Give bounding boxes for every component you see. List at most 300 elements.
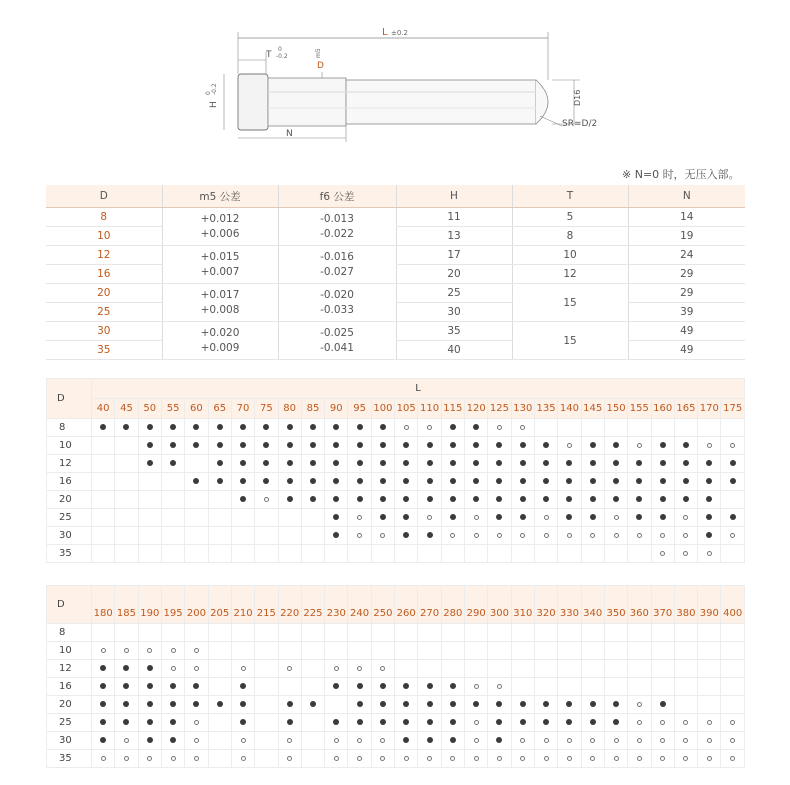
grid-cell [255,660,278,678]
filled-dot-icon [403,701,409,707]
grid-cell [488,696,511,714]
filled-dot-icon [636,514,642,520]
grid-cell [325,714,348,732]
grid-d-cell: 30 [47,732,92,750]
filled-dot-icon [730,514,736,520]
availability-grid-long [46,585,745,768]
open-dot-icon [334,666,339,671]
open-dot-icon [101,648,106,653]
tol-lower: +0.006 [200,227,240,240]
grid-cell [441,437,464,455]
open-dot-icon [614,738,619,743]
filled-dot-icon [660,514,666,520]
open-dot-icon [334,738,339,743]
grid-cell [604,714,627,732]
filled-dot-icon [636,496,642,502]
grid-cell [395,527,418,545]
open-dot-icon [544,738,549,743]
grid-d-cell: 8 [47,624,92,642]
grid-cell [138,624,161,642]
grid-cell [581,714,604,732]
grid-length-cell: 105 [395,399,418,419]
filled-dot-icon [170,701,176,707]
grid-length-cell: 90 [325,399,348,419]
open-dot-icon [544,756,549,761]
svg-text:±0.2: ±0.2 [391,29,408,37]
grid-cell [488,545,511,563]
grid-cell [92,678,115,696]
spec-header-cell: N [628,185,745,208]
spec-h-cell: 30 [396,303,512,322]
grid-cell [395,750,418,768]
grid-cell [325,509,348,527]
grid-cell [115,491,138,509]
grid-cell [651,473,674,491]
grid-cell [651,437,674,455]
grid-cell [604,750,627,768]
grid-cell [371,437,394,455]
filled-dot-icon [123,719,129,725]
spec-f6-cell [278,322,396,360]
grid-cell [278,473,301,491]
filled-dot-icon [566,719,572,725]
open-dot-icon [683,533,688,538]
grid-length-cell: 65 [208,399,231,419]
grid-cell [161,419,184,437]
grid-cell [698,455,721,473]
open-dot-icon [707,756,712,761]
grid-cell [604,660,627,678]
filled-dot-icon [566,514,572,520]
spec-n-cell: 14 [628,208,745,227]
filled-dot-icon [170,719,176,725]
open-dot-icon [380,533,385,538]
open-dot-icon [637,702,642,707]
grid-cell [92,732,115,750]
grid-length-cell: 290 [465,586,488,624]
filled-dot-icon [170,442,176,448]
open-dot-icon [567,738,572,743]
grid-cell [208,624,231,642]
grid-row [47,419,745,437]
grid-cell [674,750,697,768]
filled-dot-icon [380,478,386,484]
grid-cell [721,545,745,563]
grid-cell [325,678,348,696]
grid-cell [441,545,464,563]
grid-cell [255,545,278,563]
grid-cell [674,491,697,509]
grid-cell [534,642,557,660]
spec-f6-cell [278,246,396,284]
grid-length-cell: 80 [278,399,301,419]
grid-cell [674,714,697,732]
grid-cell [651,545,674,563]
grid-cell [511,660,534,678]
grid-cell [488,642,511,660]
grid-cell [698,509,721,527]
grid-cell [371,455,394,473]
filled-dot-icon [333,683,339,689]
filled-dot-icon [636,460,642,466]
grid-cell [418,527,441,545]
grid-cell [721,509,745,527]
grid-cell [721,660,745,678]
grid-cell [231,660,254,678]
grid-cell [161,660,184,678]
filled-dot-icon [170,460,176,466]
filled-dot-icon [496,478,502,484]
filled-dot-icon [590,514,596,520]
filled-dot-icon [566,460,572,466]
filled-dot-icon [706,460,712,466]
grid-cell [371,473,394,491]
open-dot-icon [380,756,385,761]
filled-dot-icon [310,424,316,430]
grid-cell [231,696,254,714]
grid-row [47,545,745,563]
grid-cell [465,509,488,527]
filled-dot-icon [636,478,642,484]
grid-cell [231,419,254,437]
filled-dot-icon [473,496,479,502]
grid-cell [231,624,254,642]
grid-length-cell: 150 [604,399,627,419]
grid-cell [185,642,208,660]
grid-cell [581,419,604,437]
grid-cell [348,509,371,527]
grid-cell [628,545,651,563]
grid-cell [185,473,208,491]
filled-dot-icon [380,514,386,520]
filled-dot-icon [590,719,596,725]
grid-cell [581,509,604,527]
filled-dot-icon [333,460,339,466]
grid-cell [92,750,115,768]
grid-cell [301,642,324,660]
open-dot-icon [497,684,502,689]
grid-cell [138,660,161,678]
filled-dot-icon [217,478,223,484]
grid-cell [348,642,371,660]
grid-cell [604,696,627,714]
open-dot-icon [707,720,712,725]
grid-cell [325,545,348,563]
grid-cell [465,660,488,678]
grid-length-cell: 140 [558,399,581,419]
grid-cell [185,678,208,696]
open-dot-icon [660,738,665,743]
grid-d-cell: 25 [47,714,92,732]
grid-length-cell: 135 [534,399,557,419]
grid-cell [348,455,371,473]
filled-dot-icon [147,737,153,743]
filled-dot-icon [310,496,316,502]
grid-cell [278,660,301,678]
grid-length-cell: 60 [185,399,208,419]
spec-d-cell: 35 [46,341,162,360]
open-dot-icon [474,720,479,725]
grid-cell [441,696,464,714]
grid-length-cell: 50 [138,399,161,419]
grid-length-cell: 55 [161,399,184,419]
grid-cell [301,750,324,768]
grid-cell [558,624,581,642]
grid-cell [115,419,138,437]
grid-cell [698,527,721,545]
filled-dot-icon [240,460,246,466]
grid-length-cell: 210 [231,586,254,624]
svg-text:D: D [317,61,324,71]
filled-dot-icon [263,460,269,466]
grid-length-cell: 115 [441,399,464,419]
grid-length-cell: 250 [371,586,394,624]
grid-length-cell: 130 [511,399,534,419]
grid-cell [418,732,441,750]
grid-cell [348,714,371,732]
grid-cell [325,419,348,437]
tol-lower: +0.009 [200,341,240,354]
grid-cell [395,732,418,750]
grid-cell [511,419,534,437]
grid-cell [465,750,488,768]
grid-d-cell: 25 [47,509,92,527]
filled-dot-icon [730,460,736,466]
grid-cell [651,642,674,660]
open-dot-icon [474,515,479,520]
spec-n-cell: 24 [628,246,745,265]
open-dot-icon [520,533,525,538]
grid-cell [138,419,161,437]
grid-cell [674,455,697,473]
filled-dot-icon [660,701,666,707]
svg-text:SR=D/2: SR=D/2 [562,119,598,129]
grid-cell [231,732,254,750]
grid-cell [208,419,231,437]
grid-cell [371,419,394,437]
open-dot-icon [707,443,712,448]
availability-grid-short [46,378,745,563]
grid-cell [325,473,348,491]
open-dot-icon [474,684,479,689]
grid-length-cell: 370 [651,586,674,624]
grid-cell [348,732,371,750]
filled-dot-icon [706,496,712,502]
filled-dot-icon [287,424,293,430]
grid-cell [278,732,301,750]
grid-cell [138,491,161,509]
grid-length-cell: 350 [604,586,627,624]
filled-dot-icon [287,460,293,466]
grid-row [47,437,745,455]
tol-upper: +0.020 [200,326,240,339]
grid-length-cell: 185 [115,586,138,624]
open-dot-icon [660,720,665,725]
grid-cell [511,527,534,545]
grid-cell [115,545,138,563]
grid-cell [488,419,511,437]
grid-cell [465,491,488,509]
grid-cell [278,527,301,545]
open-dot-icon [614,756,619,761]
filled-dot-icon [427,737,433,743]
grid-cell [511,696,534,714]
spec-table [46,185,745,360]
filled-dot-icon [333,478,339,484]
grid-cell [208,714,231,732]
grid-cell [301,419,324,437]
filled-dot-icon [496,701,502,707]
open-dot-icon [520,756,525,761]
open-dot-icon [194,720,199,725]
grid-cell [255,473,278,491]
grid-cell [395,714,418,732]
filled-dot-icon [403,496,409,502]
filled-dot-icon [427,701,433,707]
grid-cell [534,714,557,732]
grid-cell [138,750,161,768]
grid-length-cell: 310 [511,586,534,624]
grid-cell [92,473,115,491]
grid-cell [488,473,511,491]
spec-t-cell: 8 [512,227,628,246]
open-dot-icon [194,756,199,761]
grid-row [47,527,745,545]
filled-dot-icon [520,701,526,707]
grid-cell [208,437,231,455]
spec-row [46,341,745,360]
grid-cell [208,696,231,714]
grid-cell [161,642,184,660]
spec-d-cell: 8 [46,208,162,227]
grid-cell [721,678,745,696]
open-dot-icon [474,533,479,538]
grid-cell [325,491,348,509]
filled-dot-icon [473,701,479,707]
grid-cell [511,473,534,491]
open-dot-icon [380,666,385,671]
grid-cell [628,624,651,642]
grid-cell [581,491,604,509]
grid-cell [92,545,115,563]
open-dot-icon [497,425,502,430]
filled-dot-icon [147,719,153,725]
grid-cell [325,624,348,642]
filled-dot-icon [706,478,712,484]
filled-dot-icon [193,701,199,707]
filled-dot-icon [450,478,456,484]
grid-cell [628,696,651,714]
grid-cell [138,437,161,455]
open-dot-icon [497,756,502,761]
grid-cell [185,750,208,768]
grid-cell [161,437,184,455]
filled-dot-icon [147,424,153,430]
grid-length-cell: 300 [488,586,511,624]
grid-cell [628,660,651,678]
grid-cell [534,696,557,714]
grid-cell [371,696,394,714]
grid-cell [651,660,674,678]
grid-cell [208,678,231,696]
grid-cell [511,714,534,732]
filled-dot-icon [263,478,269,484]
grid-cell [698,545,721,563]
grid-cell [418,750,441,768]
filled-dot-icon [193,424,199,430]
grid-length-cell: 170 [698,399,721,419]
spec-m5-cell [162,322,278,360]
grid-d-cell: 35 [47,750,92,768]
filled-dot-icon [123,701,129,707]
grid-row [47,624,745,642]
filled-dot-icon [613,478,619,484]
grid-cell [721,455,745,473]
grid-cell [255,732,278,750]
filled-dot-icon [520,496,526,502]
spec-n-cell: 39 [628,303,745,322]
grid-length-cell: 400 [721,586,745,624]
grid-cell [674,419,697,437]
open-dot-icon [427,425,432,430]
grid-cell [488,527,511,545]
open-dot-icon [334,756,339,761]
grid-cell [348,624,371,642]
grid-cell [604,545,627,563]
grid-cell [418,437,441,455]
grid-cell [371,750,394,768]
grid-cell [721,732,745,750]
filled-dot-icon [310,701,316,707]
filled-dot-icon [543,478,549,484]
open-dot-icon [241,666,246,671]
grid-cell [581,527,604,545]
spec-header-cell: D [46,185,162,208]
grid-cell [488,750,511,768]
grid-cell [208,750,231,768]
open-dot-icon [590,756,595,761]
filled-dot-icon [496,514,502,520]
filled-dot-icon [333,424,339,430]
grid-cell [325,455,348,473]
grid-cell [721,473,745,491]
grid-cell [138,678,161,696]
grid-cell [92,696,115,714]
open-dot-icon [357,666,362,671]
grid-cell [488,455,511,473]
tol-lower: -0.041 [320,341,354,354]
grid-cell [161,527,184,545]
grid-d-label: D [47,586,92,624]
grid-row [47,678,745,696]
open-dot-icon [427,515,432,520]
open-dot-icon [660,533,665,538]
grid-cell [301,437,324,455]
open-dot-icon [194,738,199,743]
filled-dot-icon [473,442,479,448]
open-dot-icon [683,515,688,520]
grid-length-cell: 320 [534,586,557,624]
grid-cell [255,678,278,696]
grid-cell [185,545,208,563]
grid-cell [208,545,231,563]
filled-dot-icon [333,514,339,520]
grid-cell [185,624,208,642]
grid-cell [115,750,138,768]
open-dot-icon [683,720,688,725]
grid-cell [721,491,745,509]
grid-cell [558,750,581,768]
